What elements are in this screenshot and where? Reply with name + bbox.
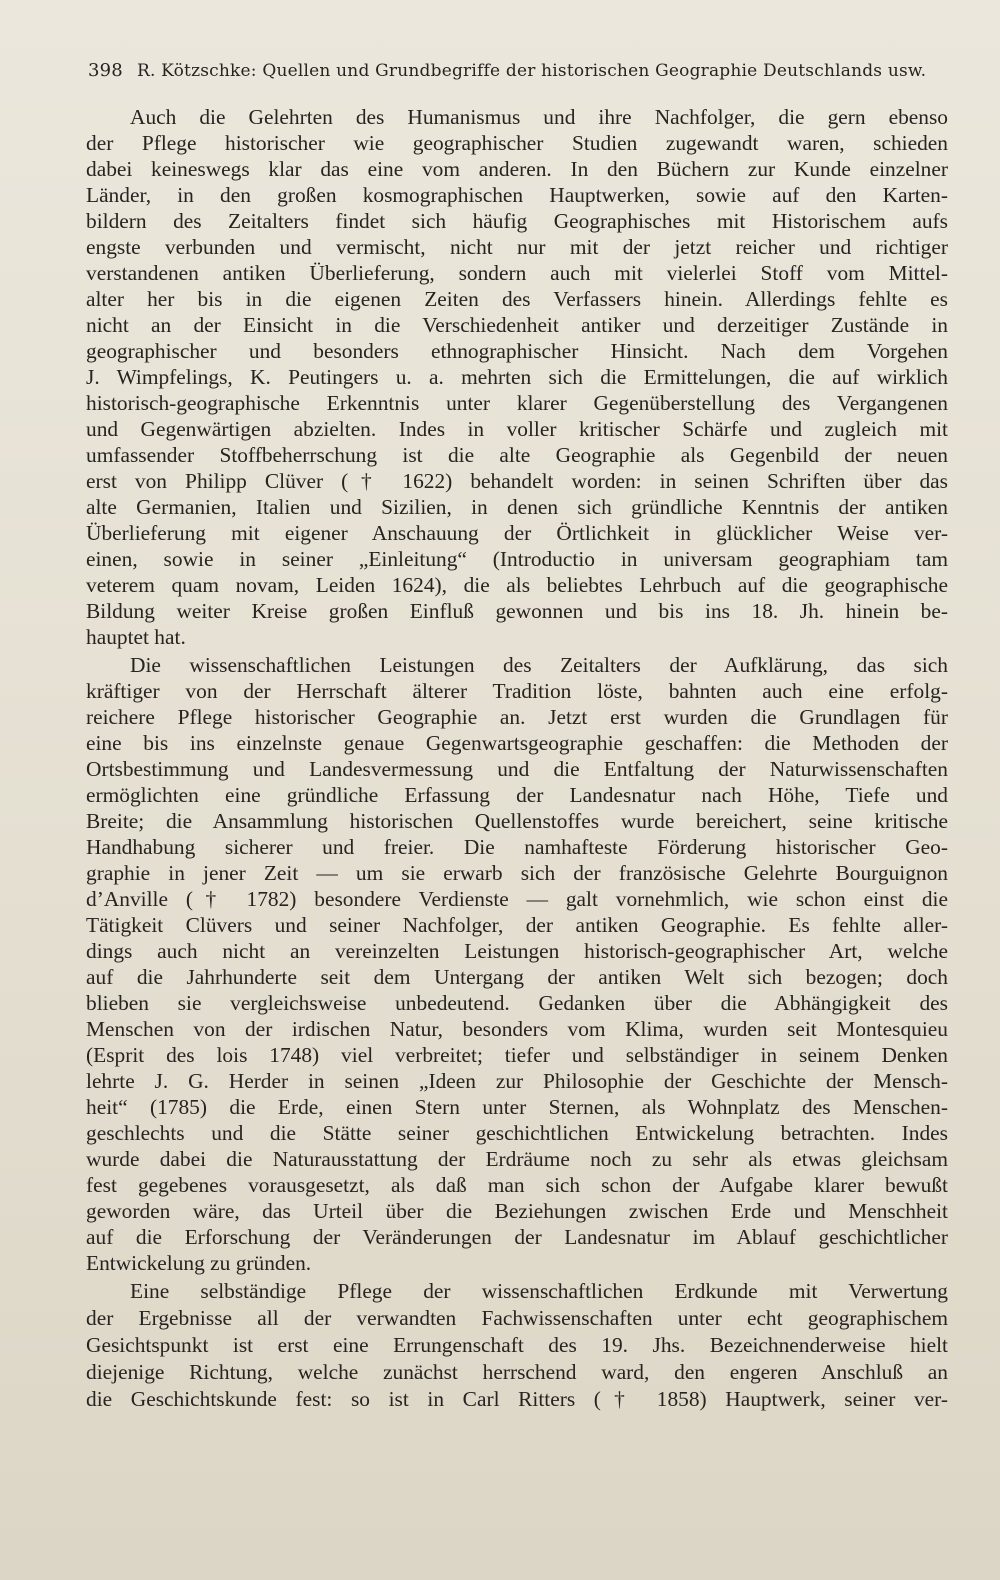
text-line: einen, sowie in seiner „Einleitung“ (Introductio in universam geographiam tam (86, 547, 948, 571)
text-line: Tätigkeit Clüvers und seiner Nachfolger, der antiken Geographie. Es fehlte aller- (86, 913, 948, 937)
text-line: lehrte J. G. Herder in seinen „Ideen zur Philosophie der Geschichte der Mensch- (86, 1069, 948, 1093)
text-line: (Esprit des lois 1748) viel verbreitet; tiefer und selbständiger in seinem Denken (86, 1043, 948, 1067)
text-line: Eine selbständige Pflege der wissenschaftlichen Erdkunde mit Verwertung (130, 1279, 948, 1303)
text-line: hauptet hat. (86, 625, 186, 649)
text-line: die Geschichtskunde fest: so ist in Carl Ritters († 1858) Hauptwerk, seiner ver- (86, 1387, 948, 1411)
text-line: historisch-geographische Erkenntnis unter klarer Gegenüberstellung des Vergangenen (86, 391, 948, 415)
text-line: Die wissenschaftlichen Leistungen des Zeitalters der Aufklärung, das sich (130, 653, 948, 677)
text-line: blieben sie vergleichsweise unbedeutend. Gedanken über die Abhängigkeit des (86, 991, 948, 1015)
text-line: Überlieferung mit eigener Anschauung der Örtlichkeit in glücklicher Weise ver- (86, 521, 948, 545)
text-line: dings auch nicht an vereinzelten Leistungen historisch-geographischer Art, welche (86, 939, 948, 963)
text-line: fest gegebenes vorausgesetzt, als daß man sich schon der Aufgabe klarer bewußt (86, 1173, 948, 1197)
text-line: alte Germanien, Italien und Sizilien, in denen sich gründliche Kenntnis der antiken (86, 495, 948, 519)
text-line: engste verbunden und vermischt, nicht nur mit der jetzt reicher und richtiger (86, 235, 948, 259)
text-line: wurde dabei die Naturausstattung der Erdräume noch zu sehr als etwas gleichsam (86, 1147, 948, 1171)
text-line: Auch die Gelehrten des Humanismus und ihre Nachfolger, die gern ebenso (130, 105, 948, 129)
text-line: erst von Philipp Clüver († 1622) behandelt worden: in seinen Schriften über das (86, 469, 948, 493)
text-line: veterem quam novam, Leiden 1624), die als beliebtes Lehrbuch auf die geographische (86, 573, 948, 597)
paragraph-1 (86, 104, 948, 650)
text-line: kräftiger von der Herrschaft älterer Tradition löste, bahnten auch eine erfolg- (86, 679, 948, 703)
text-line: Gesichtspunkt ist erst eine Errungenschaft des 19. Jhs. Bezeichnenderweise hielt (86, 1333, 948, 1357)
text-line: geschlechts und die Stätte seiner geschichtlichen Entwickelung betrachten. Indes (86, 1121, 948, 1145)
text-line: graphie in jener Zeit — um sie erwarb sich der französische Gelehrte Bourguignon (86, 861, 948, 885)
text-line: der Pflege historischer wie geographischer Studien zugewandt waren, schieden (86, 131, 948, 155)
text-line: nicht an der Einsicht in die Verschiedenheit antiker und derzeitiger Zustände in (86, 313, 948, 337)
text-line: auf die Jahrhunderte seit dem Untergang der antiken Welt sich bezogen; doch (86, 965, 948, 989)
text-line: alter her bis in die eigenen Zeiten des Verfassers hinein. Allerdings fehlte es (86, 287, 948, 311)
text-line: verstandenen antiken Überlieferung, sondern auch mit vielerlei Stoff vom Mittel- (86, 261, 948, 285)
text-line: heit“ (1785) die Erde, einen Stern unter Sternen, als Wohnplatz des Menschen- (86, 1095, 948, 1119)
text-line: Menschen von der irdischen Natur, besonders vom Klima, wurden seit Montesquieu (86, 1017, 948, 1041)
text-line: der Ergebnisse all der verwandten Fachwissenschaften unter echt geographischem (86, 1306, 948, 1330)
text-line: reichere Pflege historischer Geographie an. Jetzt erst wurden die Grundlagen für (86, 705, 948, 729)
page-number: 398 (88, 60, 123, 81)
paragraph-3 (86, 1278, 948, 1413)
text-line: bildern des Zeitalters findet sich häufig Geographisches mit Historischem aufs (86, 209, 948, 233)
text-line: Breite; die Ansammlung historischen Quellenstoffes wurde bereichert, seine kritische (86, 809, 948, 833)
running-header (88, 60, 948, 81)
text-line: auf die Erforschung der Veränderungen der Landesnatur im Ablauf geschichtlicher (86, 1225, 948, 1249)
body-text (86, 104, 948, 1413)
text-line: Länder, in den großen kosmographischen Hauptwerken, sowie auf den Karten- (86, 183, 948, 207)
text-line: geographischer und besonders ethnographischer Hinsicht. Nach dem Vorgehen (86, 339, 948, 363)
text-line: J. Wimpfelings, K. Peutingers u. a. mehrten sich die Ermittelungen, die auf wirklich (86, 365, 948, 389)
text-line: Entwickelung zu gründen. (86, 1251, 312, 1275)
text-line: umfassender Stoffbeherrschung ist die alte Geographie als Gegenbild der neuen (86, 443, 948, 467)
text-line: diejenige Richtung, welche zunächst herrschend ward, den engeren Anschluß an (86, 1360, 948, 1384)
text-line: Bildung weiter Kreise großen Einfluß gewonnen und bis ins 18. Jh. hinein be- (86, 599, 948, 623)
text-line: geworden wäre, das Urteil über die Beziehungen zwischen Erde und Menschheit (86, 1199, 948, 1223)
text-line: d’Anville († 1782) besondere Verdienste — galt vornehmlich, wie schon einst die (86, 887, 948, 911)
text-line: eine bis ins einzelnste genaue Gegenwartsgeographie geschaffen: die Methoden der (86, 731, 948, 755)
text-line: dabei keineswegs klar das eine vom anderen. In den Büchern zur Kunde einzelner (86, 157, 948, 181)
text-line: ermöglichten eine gründliche Erfassung der Landesnatur nach Höhe, Tiefe und (86, 783, 948, 807)
text-line: Ortsbestimmung und Landesvermessung und die Entfaltung der Naturwissenschaften (86, 757, 948, 781)
paragraph-2 (86, 652, 948, 1276)
text-line: und Gegenwärtigen abzielten. Indes in voller kritischer Schärfe und zugleich mit (86, 417, 948, 441)
running-title: R. Kötzschke: Quellen und Grundbegriffe der historischen Geographie Deutschlands usw. (136, 61, 927, 81)
text-line: Handhabung sicherer und freier. Die namhafteste Förderung historischer Geo- (86, 835, 948, 859)
